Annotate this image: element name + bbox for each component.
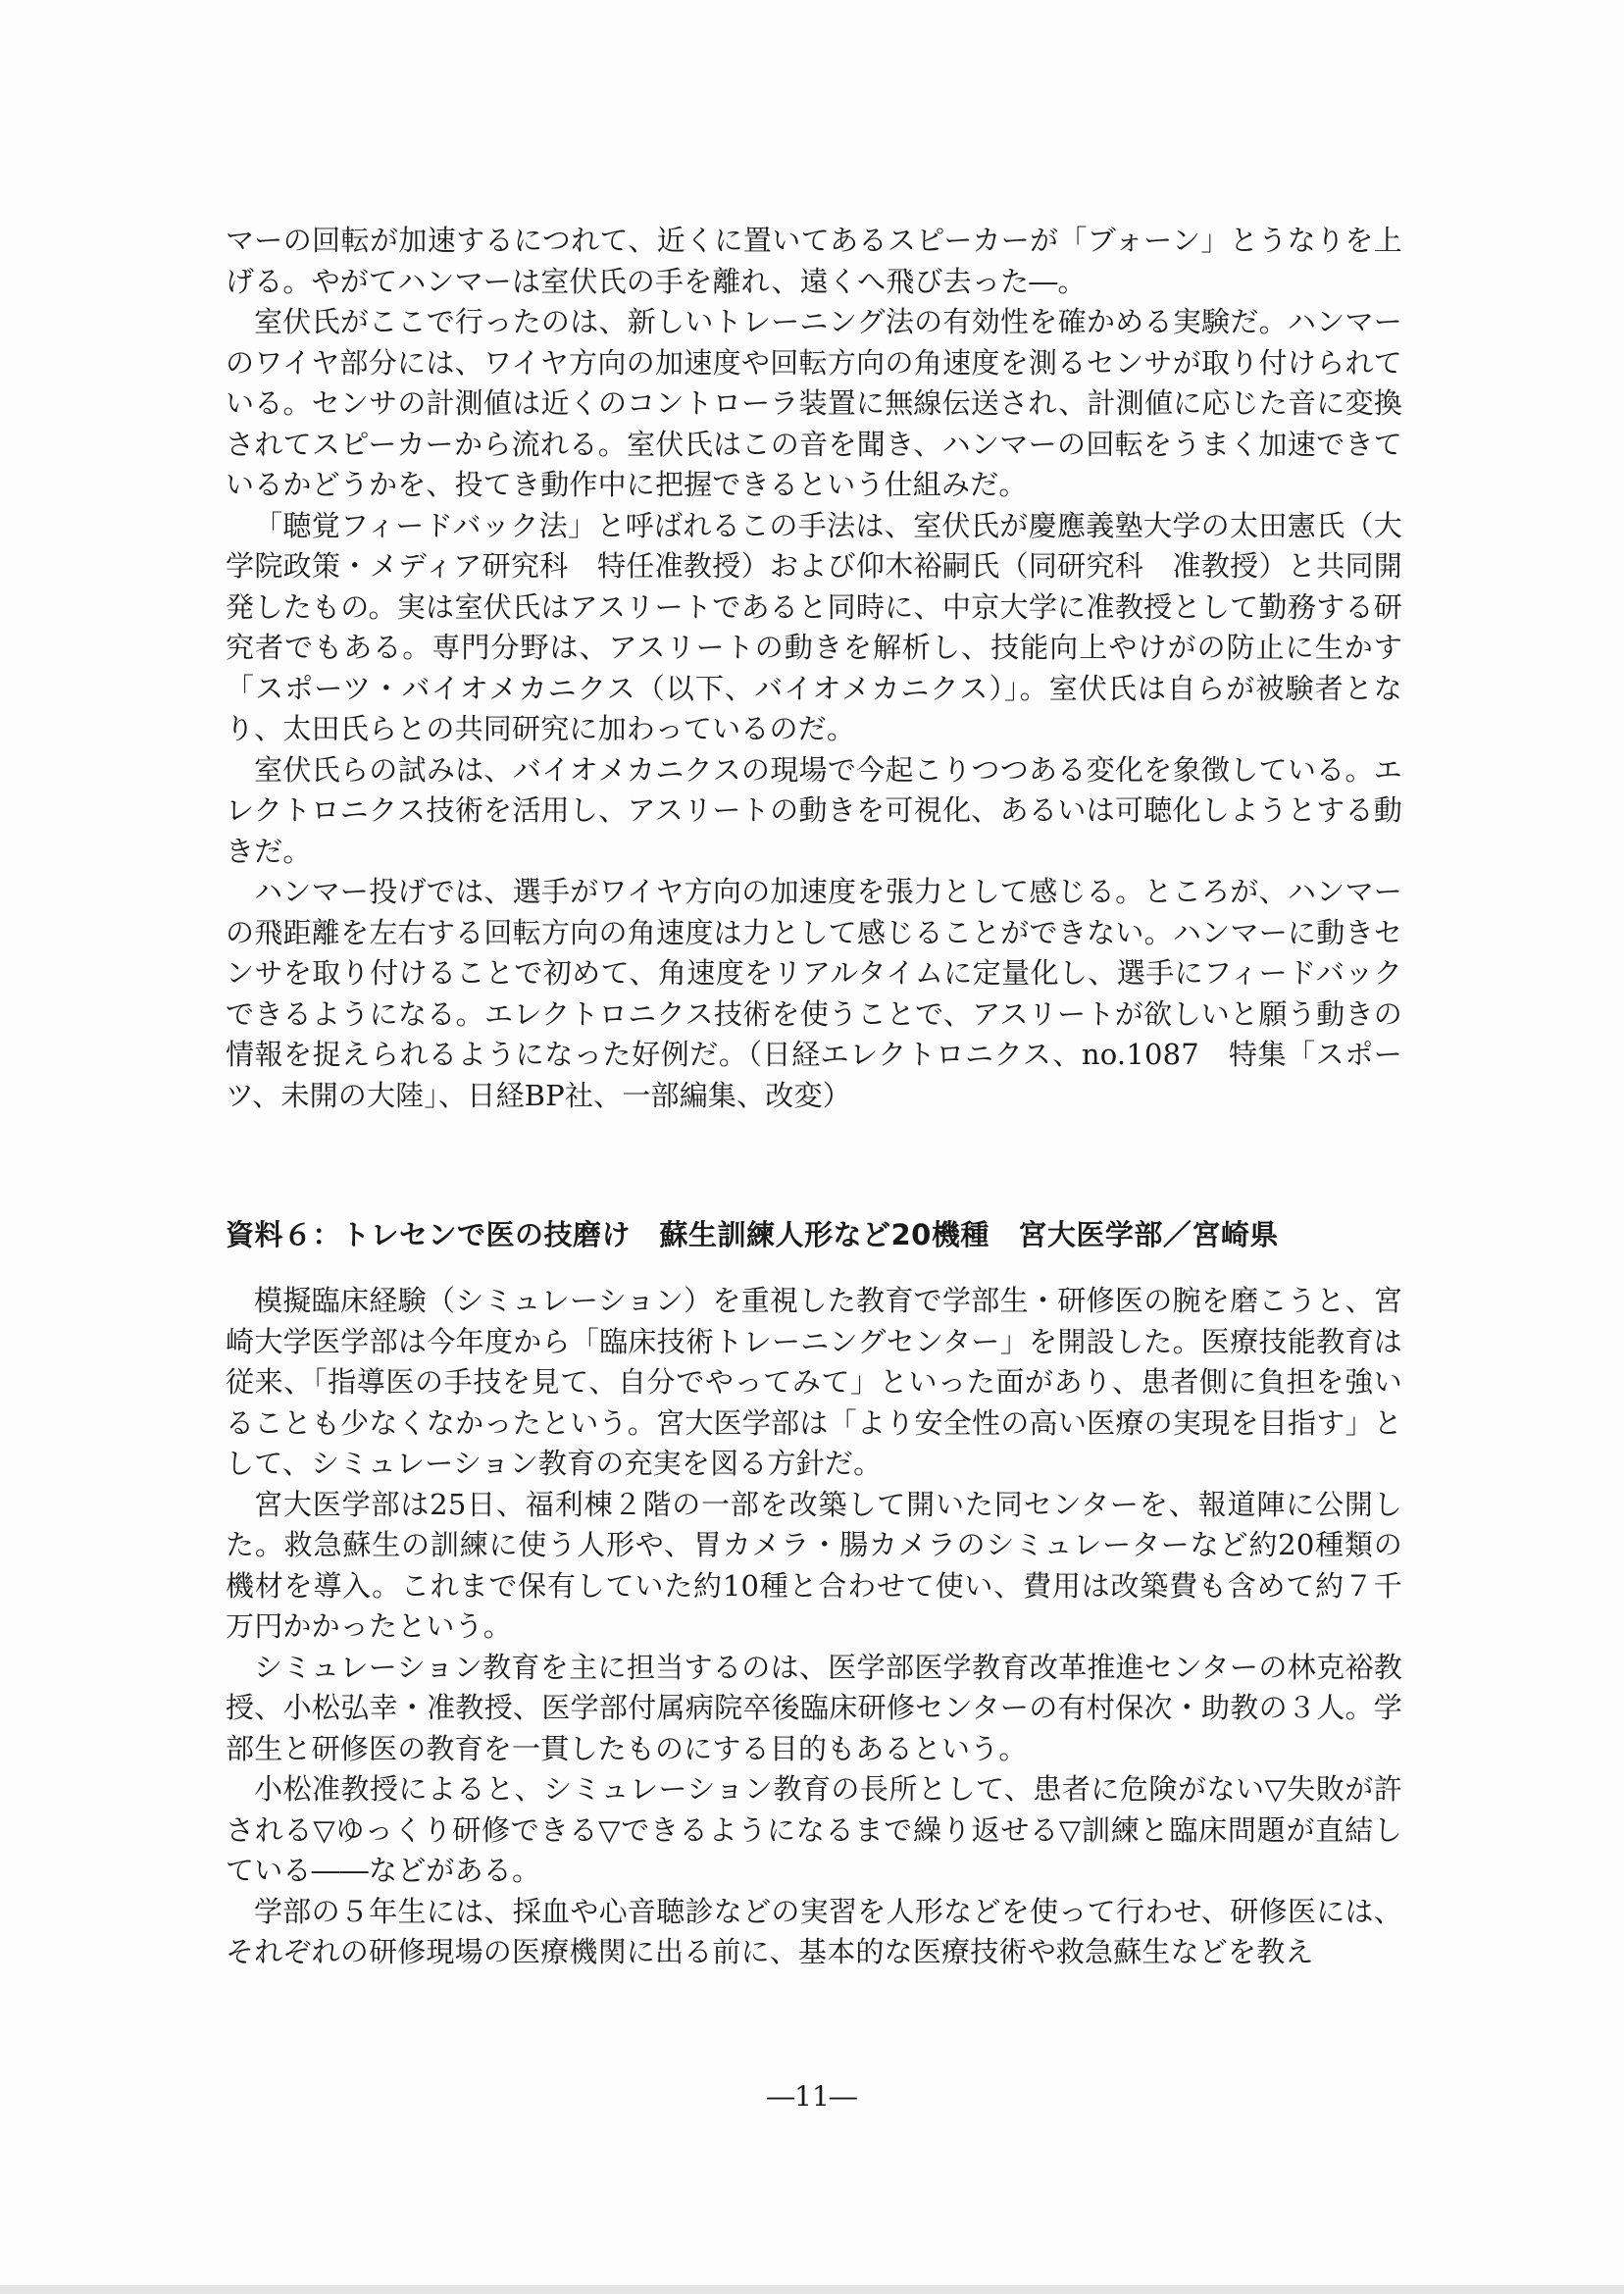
page-number: ―11―	[767, 2080, 857, 2113]
paragraph: 模擬臨床経験（シミュレーション）を重視した教育で学部生・研修医の腕を磨こうと、宮崎大学医学部は今年度から「臨床技術トレーニングセンター」を開設した。医療技能教育は従来、「指導医の手技を見て、自分でやってみて」といった面があり、患者側に負担を強いることも少なくなかったという。宮大医学部は「より安全性の高い医療の実現を目指す」として、シミュレーション教育の充実を図る方針だ。	[226, 1284, 1402, 1480]
paragraph: 室伏氏らの試みは、バイオメカニクスの現場で今起こりつつある変化を象徴している。エレクトロニクス技術を活用し、アスリートの動きを可視化、あるいは可聴化しようとする動きだ。	[226, 752, 1402, 868]
paragraph: ハンマー投げでは、選手がワイヤ方向の加速度を張力として感じる。ところが、ハンマーの飛距離を左右する回転方向の角速度は力として感じることができない。ハンマーに動きセンサを取り付けることで初めて、角速度をリアルタイムに定量化し、選手にフィードバックできるようになる。エレクトロニクス技術を使うことで、アスリートが欲しいと願う動きの情報を捉えられるようになった好例だ。（日経エレクトロニクス、no.1087 特集「スポーツ、未開の大陸」、日経BP社、一部編集、改変）	[226, 875, 1402, 1112]
article-bottom	[226, 1281, 1402, 1973]
paragraph: 小松准教授によると、シミュレーション教育の長所として、患者に危険がない▽失敗が許される▽ゆっくり研修できる▽できるようになるまで繰り返せる▽訓練と臨床問題が直結している――などがある。	[226, 1772, 1402, 1887]
article-top	[226, 221, 1402, 1116]
paragraph: 「聴覚フィードバック法」と呼ばれるこの手法は、室伏氏が慶應義塾大学の太田憲氏（大学院政策・メディア研究科 特任准教授）および仰木裕嗣氏（同研究科 准教授）と共同開発したもの。実は室伏氏はアスリートであると同時に、中京大学に准教授として勤務する研究者でもある。専門分野は、アスリートの動きを解析し、技能向上やけがの防止に生かす「スポーツ・バイオメカニクス（以下、バイオメカニクス）」。室伏氏は自らが被験者となり、太田氏らとの共同研究に加わっているのだ。	[226, 508, 1402, 745]
section-heading: 資料６：トレセンで医の技磨け 蘇生訓練人形など20機種 宮大医学部／宮崎県	[226, 1218, 1279, 1251]
paragraph: 室伏氏がここで行ったのは、新しいトレーニング法の有効性を確かめる実験だ。ハンマーのワイヤ部分には、ワイヤ方向の加速度や回転方向の角速度を測るセンサが取り付けられている。センサの計測値は近くのコントローラ装置に無線伝送され、計測値に応じた音に変換されてスピーカーから流れる。室伏氏はこの音を聞き、ハンマーの回転をうまく加速できているかどうかを、投てき動作中に把握できるという仕組みだ。	[226, 305, 1402, 501]
paragraph: シミュレーション教育を主に担当するのは、医学部医学教育改革推進センターの林克裕教授、小松弘幸・准教授、医学部付属病院卒後臨床研修センターの有村保次・助教の３人。学部生と研修医の教育を一貫したものにする目的もあるという。	[226, 1650, 1402, 1765]
paragraph: 宮大医学部は25日、福利棟２階の一部を改築して開いた同センターを、報道陣に公開した。救急蘇生の訓練に使う人形や、胃カメラ・腸カメラのシミュレーターなど約20種類の機材を導入。これまで保有していた約10種と合わせて使い、費用は改築費も含めて約７千万円かかったという。	[226, 1487, 1402, 1643]
paragraph: 学部の５年生には、採血や心音聴診などの実習を人形などを使って行わせ、研修医には、それぞれの研修現場の医療機関に出る前に、基本的な医療技術や救急蘇生などを教え	[226, 1894, 1402, 1968]
paragraph-continuation: マーの回転が加速するにつれて、近くに置いてあるスピーカーが「ブォーン」とうなりを上げる。やがてハンマーは室伏氏の手を離れ、遠くへ飛び去った―。	[226, 224, 1402, 298]
scan-edge	[0, 2285, 1624, 2294]
